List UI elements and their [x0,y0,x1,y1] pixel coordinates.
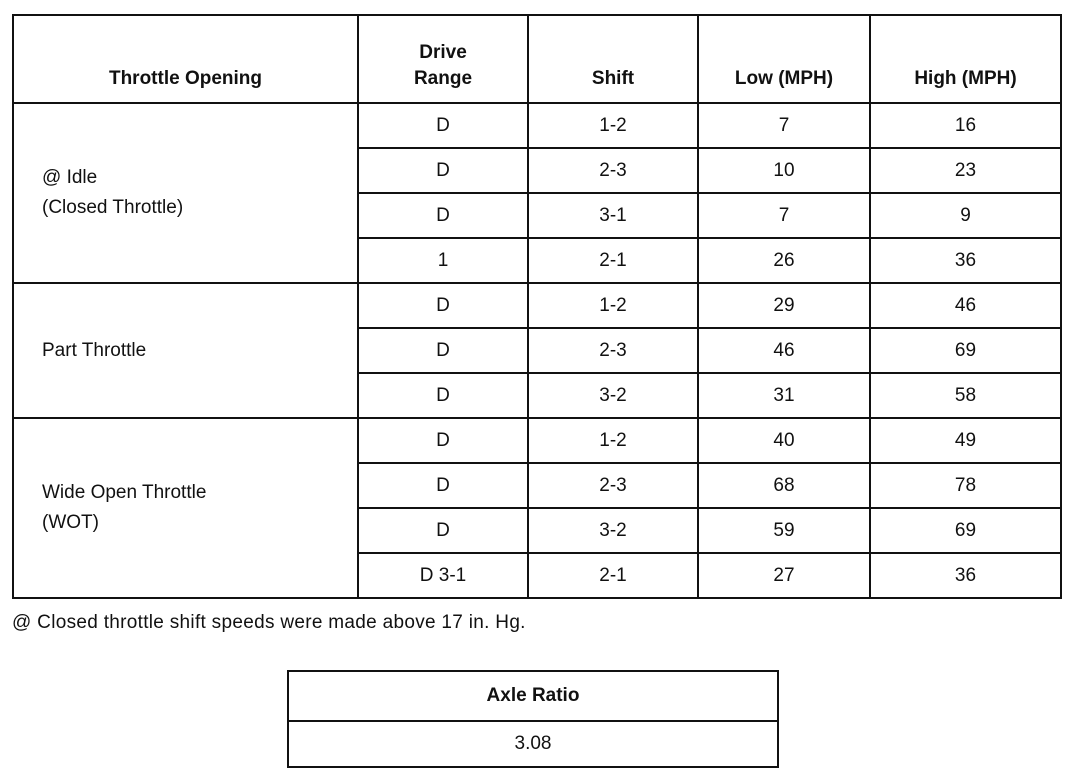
drive-range-cell: D [358,373,528,418]
high-mph-cell: 78 [870,463,1061,508]
shift-cell: 1-2 [528,283,698,328]
high-mph-cell: 46 [870,283,1061,328]
low-mph-cell: 46 [698,328,870,373]
high-mph-cell: 69 [870,508,1061,553]
low-mph-cell: 7 [698,193,870,238]
header-low-mph: Low (MPH) [698,15,870,103]
shift-cell: 1-2 [528,103,698,148]
drive-range-cell: 1 [358,238,528,283]
table-header-row [13,15,1061,103]
throttle-opening-label: Part Throttle [42,339,147,361]
throttle-opening-cell [13,103,358,283]
shift-cell: 2-3 [528,463,698,508]
header-drive-range-line1: Drive [419,42,467,63]
high-mph-cell: 23 [870,148,1061,193]
shift-cell: 2-1 [528,553,698,598]
low-mph-cell: 10 [698,148,870,193]
low-mph-cell: 29 [698,283,870,328]
low-mph-cell: 59 [698,508,870,553]
high-mph-cell: 16 [870,103,1061,148]
table-row [13,283,1061,328]
shift-cell: 3-2 [528,508,698,553]
shift-cell: 1-2 [528,418,698,463]
shift-cell: 2-3 [528,328,698,373]
low-mph-cell: 26 [698,238,870,283]
throttle-opening-label: (WOT) [42,512,99,533]
shift-cell: 3-2 [528,373,698,418]
low-mph-cell: 68 [698,463,870,508]
throttle-opening-label: @ Idle [42,167,98,188]
drive-range-cell: D [358,148,528,193]
header-drive-range-line2: Range [413,68,473,89]
shift-cell: 2-3 [528,148,698,193]
shift-cell: 2-1 [528,238,698,283]
low-mph-cell: 40 [698,418,870,463]
axle-header-row [288,671,778,721]
axle-ratio-header: Axle Ratio [288,671,778,721]
header-throttle-opening: Throttle Opening [13,15,358,103]
high-mph-cell: 36 [870,553,1061,598]
high-mph-cell: 9 [870,193,1061,238]
table-body [13,103,1061,598]
drive-range-cell: D [358,463,528,508]
low-mph-cell: 27 [698,553,870,598]
high-mph-cell: 36 [870,238,1061,283]
low-mph-cell: 7 [698,103,870,148]
throttle-opening-cell [13,418,358,598]
high-mph-cell: 58 [870,373,1061,418]
high-mph-cell: 69 [870,328,1061,373]
header-high-mph: High (MPH) [870,15,1061,103]
header-shift: Shift [528,15,698,103]
axle-ratio-table [287,670,779,768]
throttle-opening-label: (Closed Throttle) [42,197,184,218]
footnote: @ Closed throttle shift speeds were made above 17 in. Hg. [12,612,526,633]
throttle-opening-cell [13,283,358,418]
drive-range-cell: D 3-1 [358,553,528,598]
drive-range-cell: D [358,193,528,238]
drive-range-cell: D [358,328,528,373]
shift-speed-table [12,14,1062,599]
table-row [13,418,1061,463]
drive-range-cell: D [358,283,528,328]
drive-range-cell: D [358,418,528,463]
shift-cell: 3-1 [528,193,698,238]
table-row [13,103,1061,148]
axle-value-row [288,721,778,767]
low-mph-cell: 31 [698,373,870,418]
header-drive-range [358,15,528,103]
high-mph-cell: 49 [870,418,1061,463]
drive-range-cell: D [358,508,528,553]
axle-ratio-value: 3.08 [288,721,778,767]
throttle-opening-label: Wide Open Throttle [42,482,207,503]
drive-range-cell: D [358,103,528,148]
